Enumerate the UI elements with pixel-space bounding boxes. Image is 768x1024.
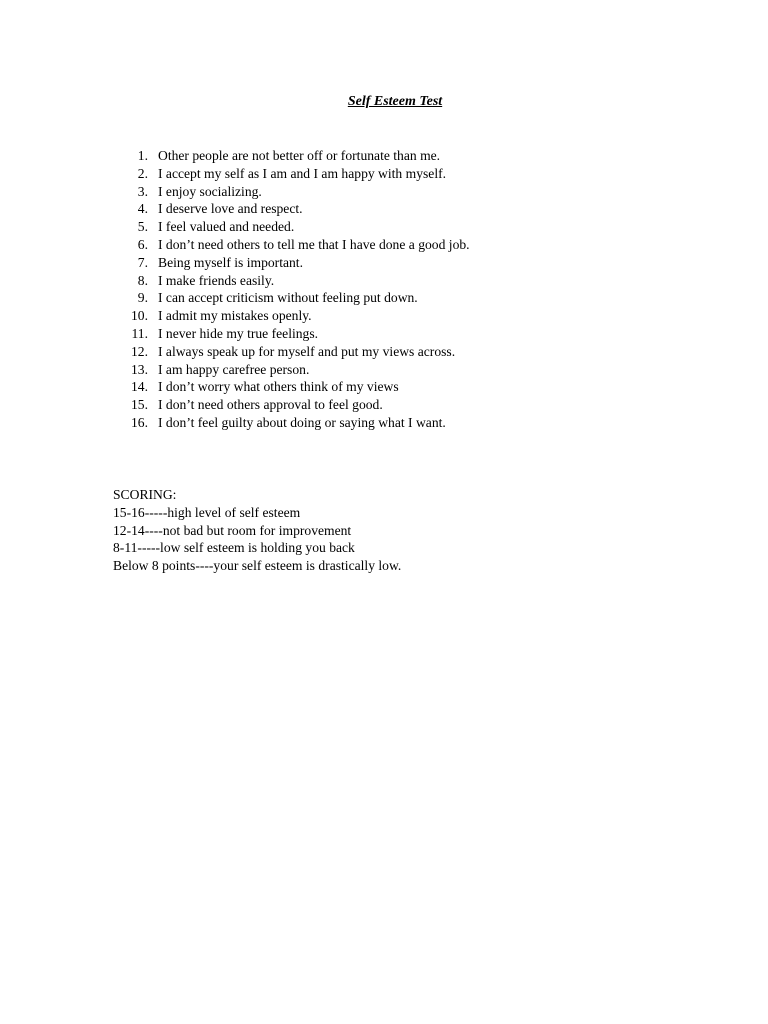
scoring-line: Below 8 points----your self esteem is drastically low. xyxy=(113,558,402,574)
statement-item xyxy=(120,236,470,254)
statement-number: 1. xyxy=(137,148,148,163)
statement-text: I don’t need others approval to feel good. xyxy=(158,397,383,413)
statement-text: I never hide my true feelings. xyxy=(158,325,319,341)
statement-item xyxy=(120,218,470,236)
statement-text: I don’t worry what others think of my views xyxy=(158,379,399,395)
scoring-line: 8-11-----low self esteem is holding you back xyxy=(113,540,355,556)
statement-number: 4. xyxy=(137,201,148,217)
statement-item xyxy=(120,361,470,379)
statement-item xyxy=(120,378,470,396)
statement-item xyxy=(120,325,470,343)
statement-number: 6. xyxy=(137,236,148,252)
statement-item xyxy=(120,343,470,361)
statement-item xyxy=(120,147,470,165)
statement-item xyxy=(120,272,470,290)
statement-number: 15. xyxy=(131,397,148,413)
statement-item xyxy=(120,254,470,272)
statement-item xyxy=(120,165,470,183)
statement-number: 8. xyxy=(137,272,148,288)
statement-text: I am happy carefree person. xyxy=(158,361,310,377)
statement-number: 7. xyxy=(137,254,148,270)
statement-item xyxy=(120,396,470,414)
statement-list xyxy=(120,147,470,432)
statement-text: I feel valued and needed. xyxy=(158,219,295,235)
scoring-heading: SCORING: xyxy=(113,487,177,502)
statement-item xyxy=(120,183,470,201)
statement-number: 14. xyxy=(131,379,148,395)
scoring-line: 12-14----not bad but room for improvement xyxy=(113,522,352,538)
statement-number: 3. xyxy=(137,183,148,199)
statement-number: 5. xyxy=(137,219,148,235)
document-title: Self Esteem Test xyxy=(347,94,443,109)
statement-number: 16. xyxy=(131,414,148,430)
statement-text: Being myself is important. xyxy=(158,254,303,270)
scoring-section xyxy=(113,486,401,575)
statement-number: 13. xyxy=(131,361,148,377)
statement-text: I make friends easily. xyxy=(158,272,275,288)
statement-item xyxy=(120,307,470,325)
statement-number: 9. xyxy=(137,290,148,306)
statement-text: I deserve love and respect. xyxy=(158,201,303,217)
scoring-line: 15-16-----high level of self esteem xyxy=(113,504,301,520)
statement-text: I always speak up for myself and put my views across. xyxy=(158,343,456,359)
statement-text: I enjoy socializing. xyxy=(158,183,262,199)
statement-text: I don’t need others to tell me that I have done a good job. xyxy=(158,236,470,252)
statement-text: I accept my self as I am and I am happy with myself. xyxy=(158,165,447,181)
statement-number: 10. xyxy=(131,308,148,324)
statement-item xyxy=(120,414,470,432)
statement-text: Other people are not better off or fortunate than me. xyxy=(158,148,441,163)
statement-number: 2. xyxy=(137,165,148,181)
statement-text: I admit my mistakes openly. xyxy=(158,308,312,324)
statement-text: I don’t feel guilty about doing or saying what I want. xyxy=(158,414,446,430)
statement-number: 11. xyxy=(131,325,148,341)
statement-item xyxy=(120,289,470,307)
statement-number: 12. xyxy=(131,343,148,359)
statement-item xyxy=(120,200,470,218)
statement-text: I can accept criticism without feeling put down. xyxy=(158,290,418,306)
